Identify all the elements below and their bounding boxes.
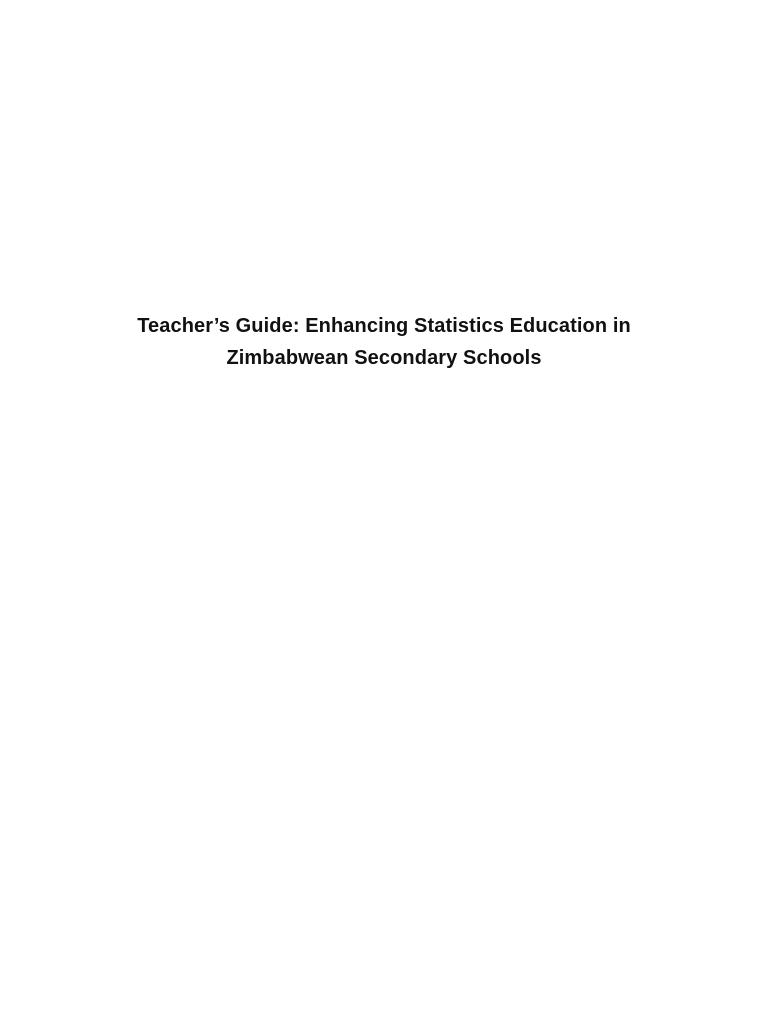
title-line-1: Teacher’s Guide: Enhancing Statistics Education in: [137, 315, 631, 337]
document-title: [0, 310, 768, 374]
title-line-2: Zimbabwean Secondary Schools: [226, 347, 542, 369]
